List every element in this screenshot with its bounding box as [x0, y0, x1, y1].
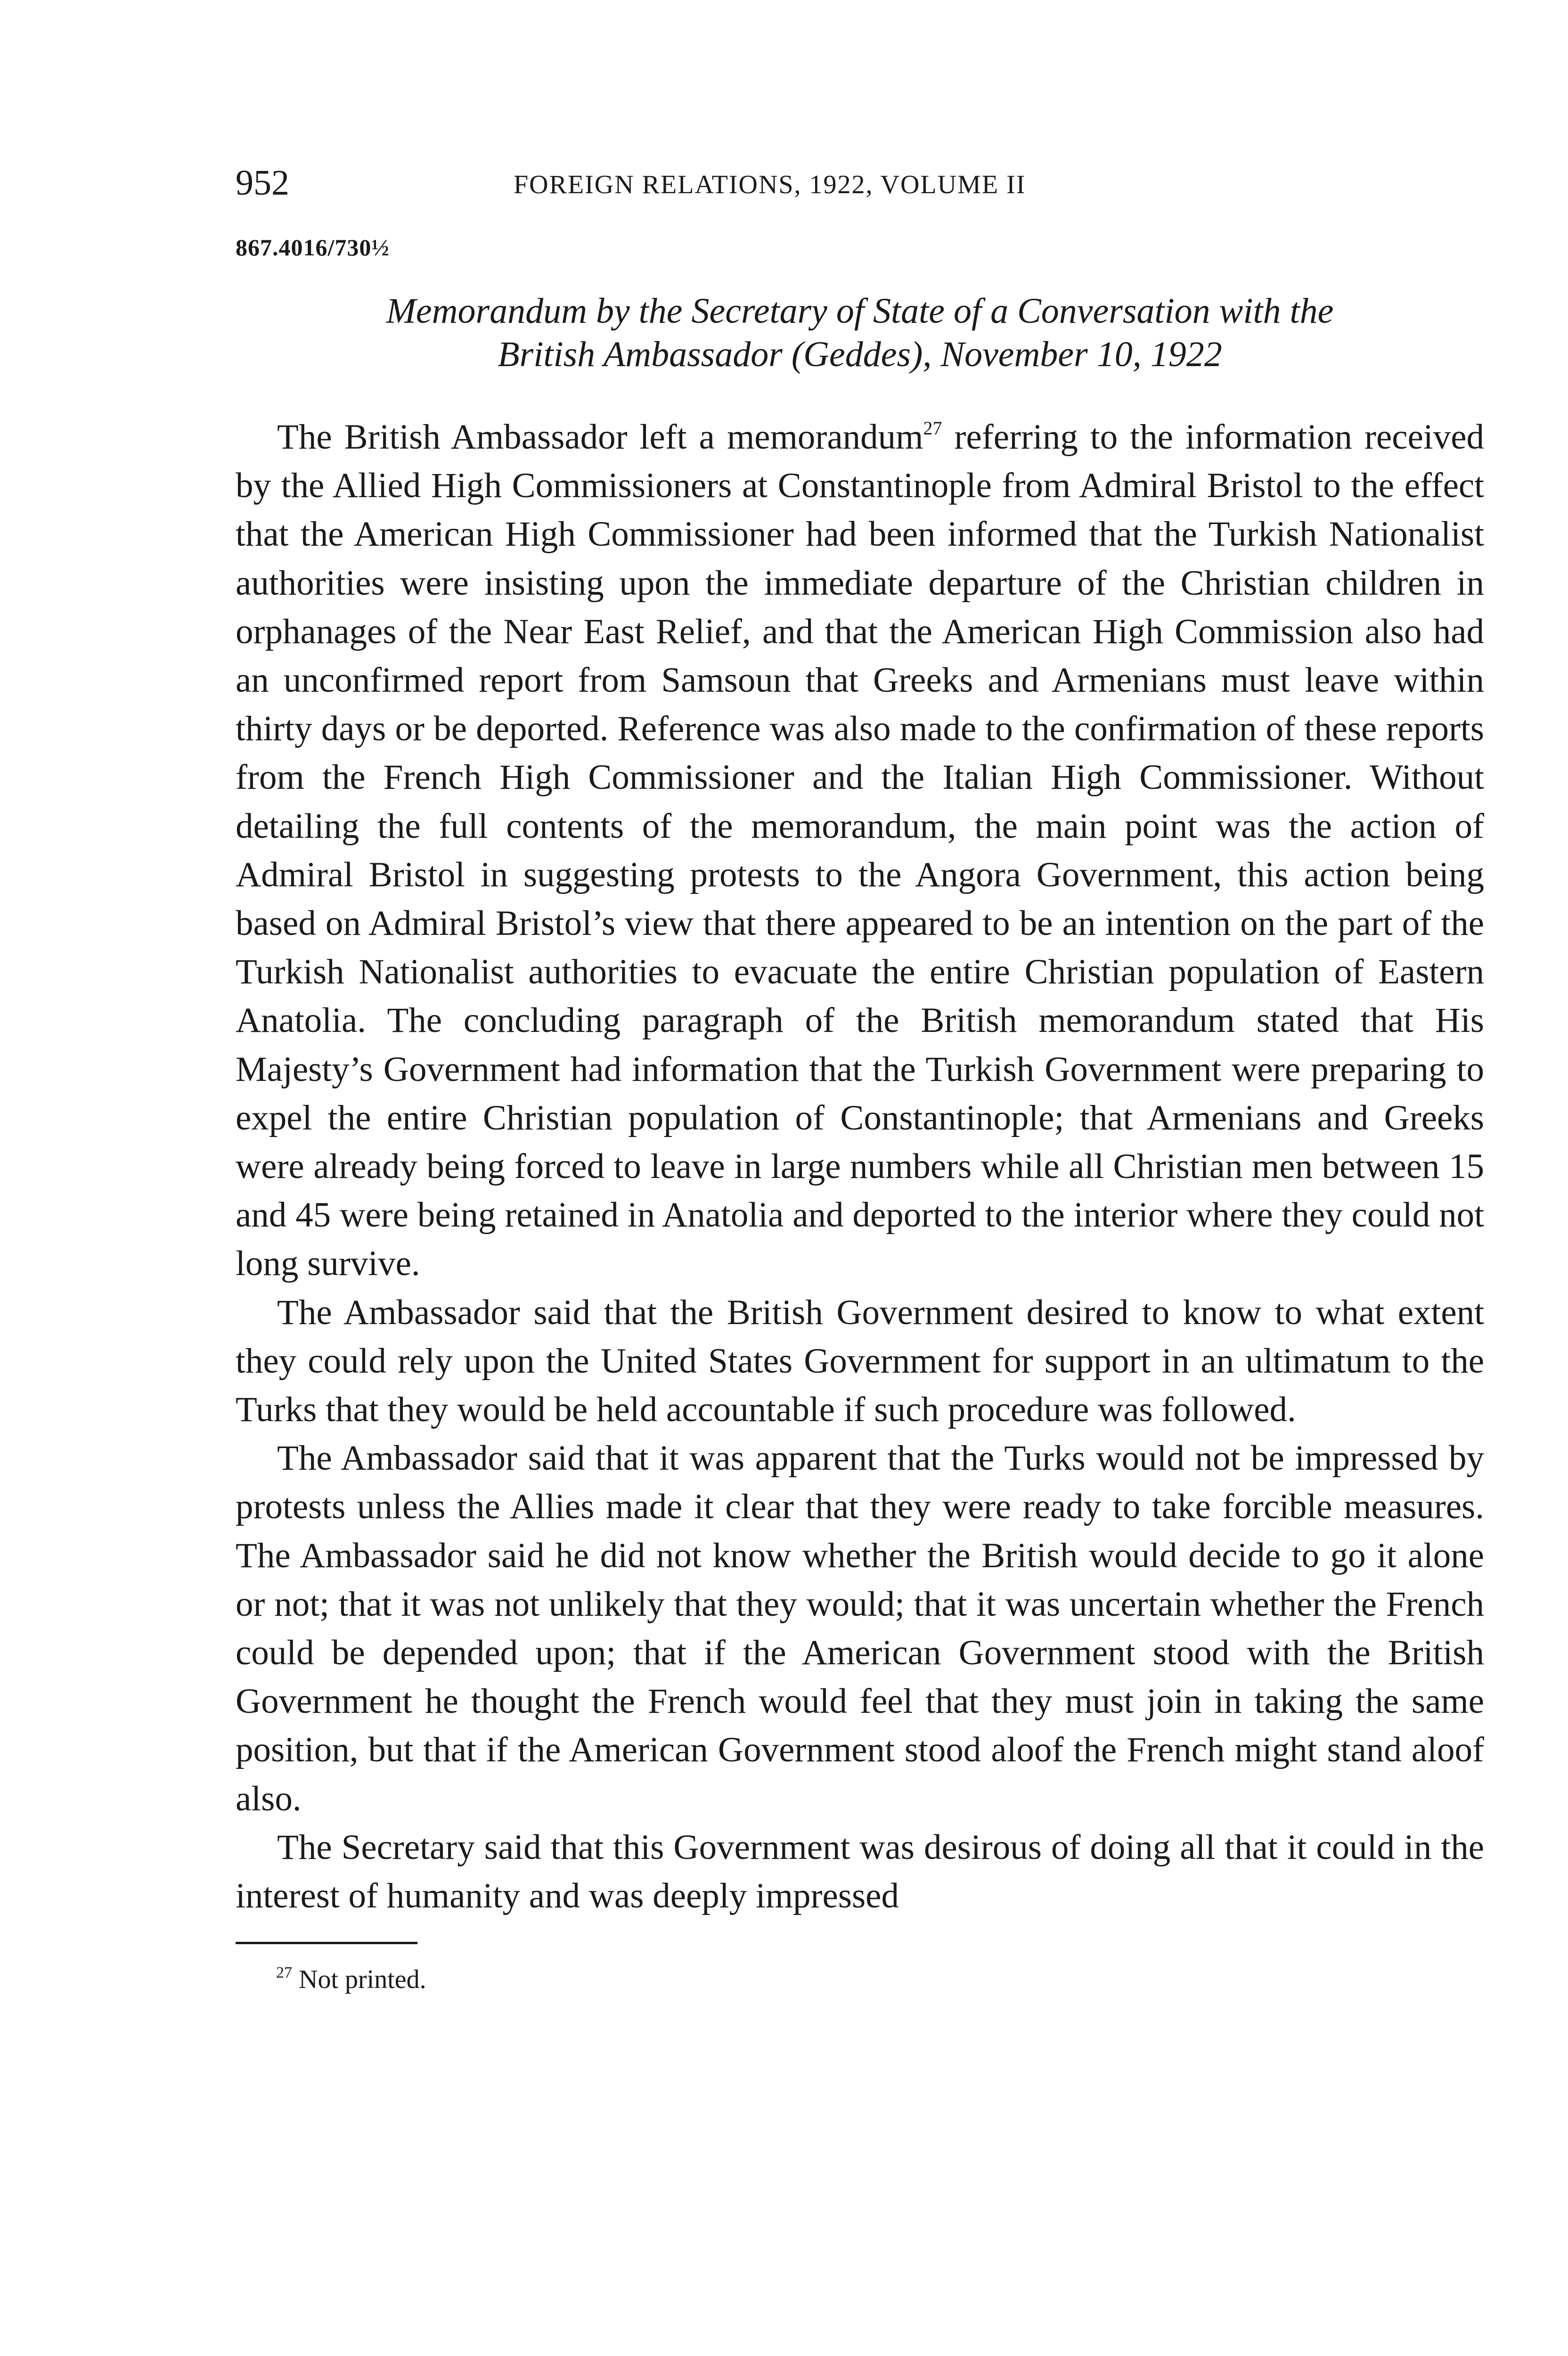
paragraph-1-rest: referring to the information received by the Allied High Commissioners at Constantinople from Admiral Bristol to the effect that the American High Commissioner had been informed that the Turkish Nationalist authorities were insisting upon the immediate departure of the Christian children in orphanages of the Near East Relief, and that the American High Commission also had an unconfirmed report from Samsoun that Greeks and Armenians must leave within thirty days or be deported. Reference was also made to the confirmation of these reports from the French High Commissioner and the Italian High Commissioner. Without detailing the full contents of the memorandum, the main point was the action of Admiral Bristol in suggesting protests to the Angora Government, this action being based on Admiral Bristol’s view that there appeared to be an intention on the part of the Turkish Nationalist authorities to evacuate the entire Christian population of Eastern Anatolia. The concluding paragraph of the British memorandum stated that His Majesty’s Government had information that the Turkish Government were preparing to expel the entire Christian population of Constantinople; that Armenians and Greeks were already being forced to leave in large numbers while all Christian men between 15 and 45 were being retained in Anatolia and deported to the interior where they could not long survive. [236, 417, 1484, 1284]
footnote-reference-27: 27 [923, 417, 942, 439]
footnote-27 [276, 1964, 1484, 1996]
running-title: FOREIGN RELATIONS, 1922, VOLUME II [514, 170, 1026, 199]
paragraph-1 [236, 413, 1484, 1288]
document-title [236, 289, 1484, 376]
footnote-text: Not printed. [299, 1965, 426, 1995]
running-header [236, 165, 1484, 217]
paragraph-4: The Secretary said that this Government was desirous of doing all that it could in the interest of humanity and was deeply impressed [236, 1827, 1484, 1916]
footnote-divider [236, 1942, 417, 1944]
document-title-line-1: Memorandum by the Secretary of State of a Conversation with the [386, 291, 1334, 331]
body-text [236, 413, 1484, 1920]
footnote-mark: 27 [276, 1964, 292, 1982]
paragraph-1-start: The British Ambassador left a memorandum [277, 417, 923, 457]
document-title-line-2: British Ambassador (Geddes), November 10, 1922 [498, 335, 1222, 374]
file-number: 867.4016/730½ [236, 234, 390, 261]
document-page [236, 165, 1484, 2356]
paragraph-2: The Ambassador said that the British Government desired to know to what extent they could rely upon the United States Government for support in an ultimatum to the Turks that they would be held accountable if such procedure was followed. [236, 1293, 1484, 1430]
paragraph-3: The Ambassador said that it was apparent that the Turks would not be impressed by protests unless the Allies made it clear that they were ready to take forcible measures. The Ambassador said he did not know whether the British would decide to go it alone or not; that it was not unlikely that they would; that it was uncertain whether the French could be depended upon; that if the American Government stood with the British Government he thought the French would feel that they must join in taking the same position, but that if the American Government stood aloof the French might stand aloof also. [236, 1439, 1484, 1818]
page-number: 952 [236, 163, 289, 203]
